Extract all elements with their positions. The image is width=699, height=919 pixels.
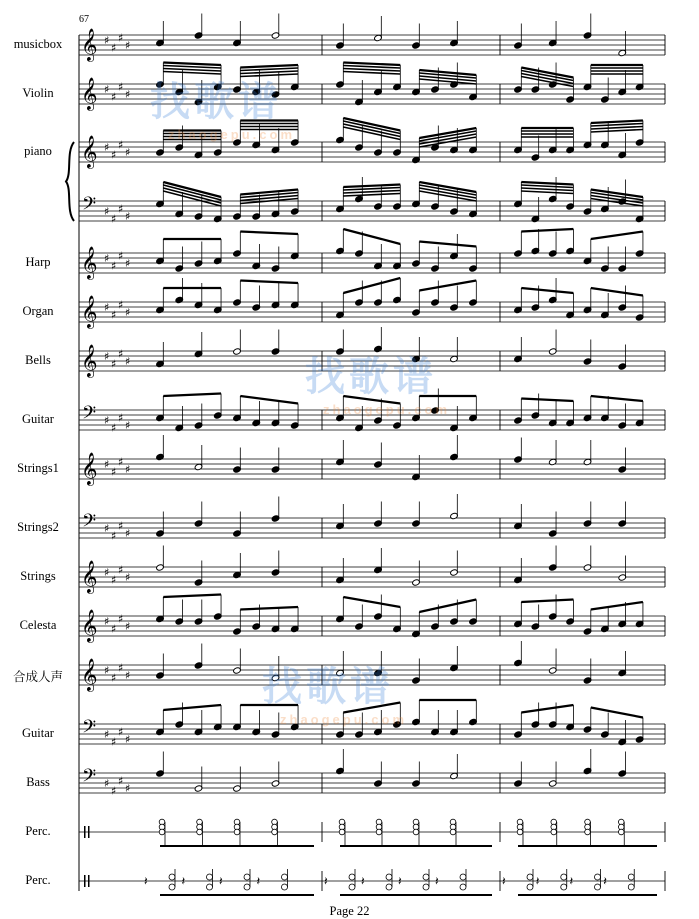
sharp-icon: ♯ [111,212,117,226]
bass-clef-icon: 𝄢 [82,194,97,219]
staff-0 [79,14,665,63]
measure [156,435,280,473]
sharp-icon: ♯ [118,249,124,263]
beam [591,124,643,127]
instrument-label: Guitar [22,726,54,740]
perc-note [527,874,533,880]
instrument-label: piano [24,144,52,158]
beam [343,703,400,713]
sharp-icon: ♯ [111,735,117,749]
beam [591,288,643,296]
beam [343,278,400,293]
sharp-icon: ♯ [118,202,124,216]
sharp-icon: ♯ [111,465,117,479]
instrument-label: musicbox [13,37,63,51]
sharp-icon: ♯ [118,31,124,45]
sharp-icon: ♯ [118,519,124,533]
rest-icon: 𝄽 [361,874,365,888]
beam [591,127,643,130]
beam [240,65,298,68]
perc-note [551,829,557,835]
instrument-label: Strings2 [17,520,59,534]
perc-note [628,884,634,890]
measure [514,502,627,538]
instrument-label: Perc. [25,824,51,838]
measure [144,869,314,895]
measure [156,752,280,793]
instrument-label: Organ [22,304,54,318]
sharp-icon: ♯ [125,463,131,476]
sharp-icon: ♯ [111,308,117,322]
staff-3 [79,177,665,226]
sharp-icon: ♯ [118,725,124,739]
perc-note [561,874,567,880]
instrument-label: 合成人声 [12,670,63,684]
beam [343,194,400,197]
perc-note [595,884,601,890]
rest-icon: 𝄽 [219,874,223,888]
measure [156,394,299,432]
treble-clef-icon: 𝄞 [81,344,98,377]
beam [163,63,221,66]
perc-note [207,884,213,890]
sharp-icon: ♯ [125,39,131,52]
measure [156,121,299,159]
instrument-label: Harp [25,255,51,269]
sharp-icon: ♯ [118,563,124,577]
sharp-icon: ♯ [125,306,131,319]
beam [343,72,400,75]
perc-note [517,829,523,835]
beam [240,281,298,284]
perc-note [460,884,466,890]
beam [343,185,400,188]
rest-icon: 𝄽 [603,874,607,888]
sharp-icon: ♯ [104,34,110,47]
watermark-text-cn: 找歌谱 [305,355,437,399]
perc-note [527,884,533,890]
instrument-label: Bass [26,775,50,789]
treble-clef-icon: 𝄞 [81,135,98,168]
sharp-icon: ♯ [125,210,131,223]
beam [240,607,298,610]
sharp-icon: ♯ [111,671,117,685]
measure [514,546,627,584]
perc-note [207,874,213,880]
sharp-icon: ♯ [104,522,110,535]
measure [156,182,299,223]
sharp-icon: ♯ [104,414,110,427]
staff-7 [79,389,665,435]
staff-15 [79,819,665,846]
measure [514,121,644,162]
staff-8 [79,435,665,486]
sharp-icon: ♯ [125,669,131,682]
perc-note [423,884,429,890]
treble-clef-icon: 𝄞 [81,609,98,642]
measure [156,595,299,636]
measure [517,819,657,846]
beam [521,229,573,232]
bass-clef-icon: 𝄢 [82,403,97,428]
measure [514,330,627,371]
beam [591,232,643,240]
measure [336,700,478,738]
perc-note [272,829,278,835]
measure [339,819,492,846]
measure [324,869,492,895]
sharp-icon: ♯ [104,252,110,265]
staff-10 [79,546,665,595]
staff-11 [79,595,665,644]
watermark-text-en: zhaogepu.com [168,127,296,142]
rest-icon: 𝄽 [144,874,148,888]
staff-16 [79,869,665,895]
sharp-icon: ♯ [104,728,110,741]
bass-clef-icon: 𝄢 [82,717,97,742]
measure [336,278,478,319]
measure [159,819,314,846]
beam [240,396,298,404]
sharp-icon: ♯ [104,458,110,471]
beam [163,394,221,397]
sharp-icon: ♯ [118,298,124,312]
perc-note [349,874,355,880]
sharp-icon: ♯ [118,347,124,361]
treble-clef-icon: 𝄞 [81,246,98,279]
staff-1 [79,63,665,112]
measure [514,438,627,474]
instrument-label: Strings1 [17,461,59,475]
measure [514,278,644,321]
staff-9 [79,494,665,543]
sharp-icon: ♯ [111,41,117,55]
sharp-icon: ♯ [104,205,110,218]
perc-clef-icon [88,875,90,887]
sharp-icon: ♯ [125,782,131,795]
measure [156,232,299,273]
perc-note [423,874,429,880]
perc-note [460,874,466,880]
bass-clef-icon: 𝄢 [82,511,97,536]
beam [591,396,643,401]
beam [343,121,400,134]
measure [336,494,459,530]
sharp-icon: ♯ [104,141,110,154]
measure [336,327,459,363]
perc-note [169,874,175,880]
sharp-icon: ♯ [125,527,131,540]
beam [521,182,573,185]
sharp-icon: ♯ [118,774,124,788]
perc-note [159,829,165,835]
sharp-icon: ♯ [104,301,110,314]
beam [163,595,221,598]
perc-note [450,829,456,835]
sharp-icon: ♯ [111,529,117,543]
staff-12 [79,641,665,692]
measure [156,14,280,47]
sharp-icon: ♯ [118,612,124,626]
beam [163,72,221,75]
measure [514,595,644,636]
measure [502,869,657,895]
sharp-icon: ♯ [118,411,124,425]
perc-note [595,874,601,880]
sharp-icon: ♯ [125,620,131,633]
beam [591,130,643,133]
treble-clef-icon: 𝄞 [81,452,98,485]
beam [521,188,573,191]
beam [343,63,400,66]
beam [163,66,221,69]
measure [156,278,299,314]
sharp-icon: ♯ [118,80,124,94]
beam [591,708,643,718]
beam [419,242,476,247]
beam [343,69,400,72]
rest-icon: 𝄽 [502,874,506,888]
perc-note [244,884,250,890]
beam [343,66,400,69]
perc-note [282,874,288,880]
beam [591,121,643,124]
rest-icon: 𝄽 [181,874,186,888]
perc-note [386,874,392,880]
sharp-icon: ♯ [111,421,117,435]
perc-note [628,874,634,880]
measure [514,749,627,787]
beam [419,281,476,291]
perc-note [386,884,392,890]
treble-clef-icon: 𝄞 [81,658,98,691]
beam [240,71,298,74]
sharp-icon: ♯ [111,90,117,104]
instrument-label: Strings [20,569,56,583]
perc-note [561,884,567,890]
sharp-icon: ♯ [104,615,110,628]
measure [156,546,280,587]
instrument-label: Celesta [19,618,57,632]
sharp-icon: ♯ [111,622,117,636]
watermark-text-cn: 找歌谱 [262,665,394,709]
measure [514,229,644,272]
sharp-icon: ♯ [125,88,131,101]
sharp-icon: ♯ [118,455,124,469]
rest-icon: 𝄽 [535,874,540,888]
perc-note [197,829,203,835]
sharp-icon: ♯ [125,257,131,270]
beam [521,191,573,194]
sharp-icon: ♯ [125,733,131,746]
bass-clef-icon: 𝄢 [82,766,97,791]
sharp-icon: ♯ [118,138,124,152]
rest-icon: 𝄽 [256,874,261,888]
beam [521,288,573,293]
sharp-icon: ♯ [104,350,110,363]
treble-clef-icon: 𝄞 [81,560,98,593]
beam [343,229,400,244]
sharp-icon: ♯ [111,259,117,273]
beam [240,68,298,71]
measure [156,330,280,368]
rest-icon: 𝄽 [569,874,574,888]
measure [156,497,280,538]
sharp-icon: ♯ [125,355,131,368]
perc-note [339,829,345,835]
watermark-text-en: zhaogepu.com [323,402,451,417]
measure [514,641,627,684]
staff-4 [79,229,665,280]
page-number: Page 22 [329,904,370,918]
watermark-text-en: zhaogepu.com [280,712,408,727]
sharp-icon: ♯ [111,573,117,587]
beam [240,74,298,77]
beam [521,600,573,603]
sharp-icon: ♯ [118,661,124,675]
perc-note [234,829,240,835]
beam [163,705,221,710]
perc-note [413,829,419,835]
beam [343,124,400,137]
beam [591,602,643,610]
rest-icon: 𝄽 [324,874,328,888]
sharp-icon: ♯ [104,83,110,96]
sharp-icon: ♯ [104,777,110,790]
instrument-label: Guitar [22,412,54,426]
sharp-icon: ♯ [111,357,117,371]
perc-clef-icon [88,826,90,838]
beam [521,705,573,713]
perc-note [585,829,591,835]
beam [343,188,400,191]
treble-clef-icon: 𝄞 [81,77,98,110]
beam [240,232,298,235]
perc-note [282,884,288,890]
measure [336,16,459,49]
sharp-icon: ♯ [125,419,131,432]
beam [343,396,400,404]
beam [521,185,573,188]
sharp-icon: ♯ [111,784,117,798]
perc-note [169,884,175,890]
measure [336,749,459,787]
beam [343,191,400,194]
measure [156,644,280,682]
instrument-label: Perc. [25,873,51,887]
perc-note [349,884,355,890]
sharp-icon: ♯ [125,571,131,584]
measure [156,703,299,739]
sharp-icon: ♯ [104,664,110,677]
measure [514,394,644,430]
measure [514,63,644,104]
instrument-label: Violin [22,86,54,100]
staff-13 [79,700,665,749]
treble-clef-icon: 𝄞 [81,28,98,61]
sharp-icon: ♯ [104,566,110,579]
measure-number: 67 [79,14,89,25]
perc-note [376,829,382,835]
instrument-label: Bells [25,353,51,367]
measure [336,177,478,218]
staff-5 [79,278,665,329]
beam [521,399,573,402]
rest-icon: 𝄽 [435,874,439,888]
rest-icon: 𝄽 [398,874,402,888]
beam [163,69,221,72]
beam [419,600,476,613]
watermark-text-cn: 找歌谱 [150,80,282,124]
sharp-icon: ♯ [125,146,131,159]
staff-14 [79,749,665,798]
perc-note [618,829,624,835]
perc-note [244,874,250,880]
perc-clef-icon [84,875,86,887]
sharp-icon: ♯ [111,148,117,162]
beam [343,597,400,607]
staff-6 [79,327,665,378]
measure [336,229,478,272]
perc-clef-icon [84,826,86,838]
treble-clef-icon: 𝄞 [81,295,98,328]
staff-2 [79,118,665,169]
